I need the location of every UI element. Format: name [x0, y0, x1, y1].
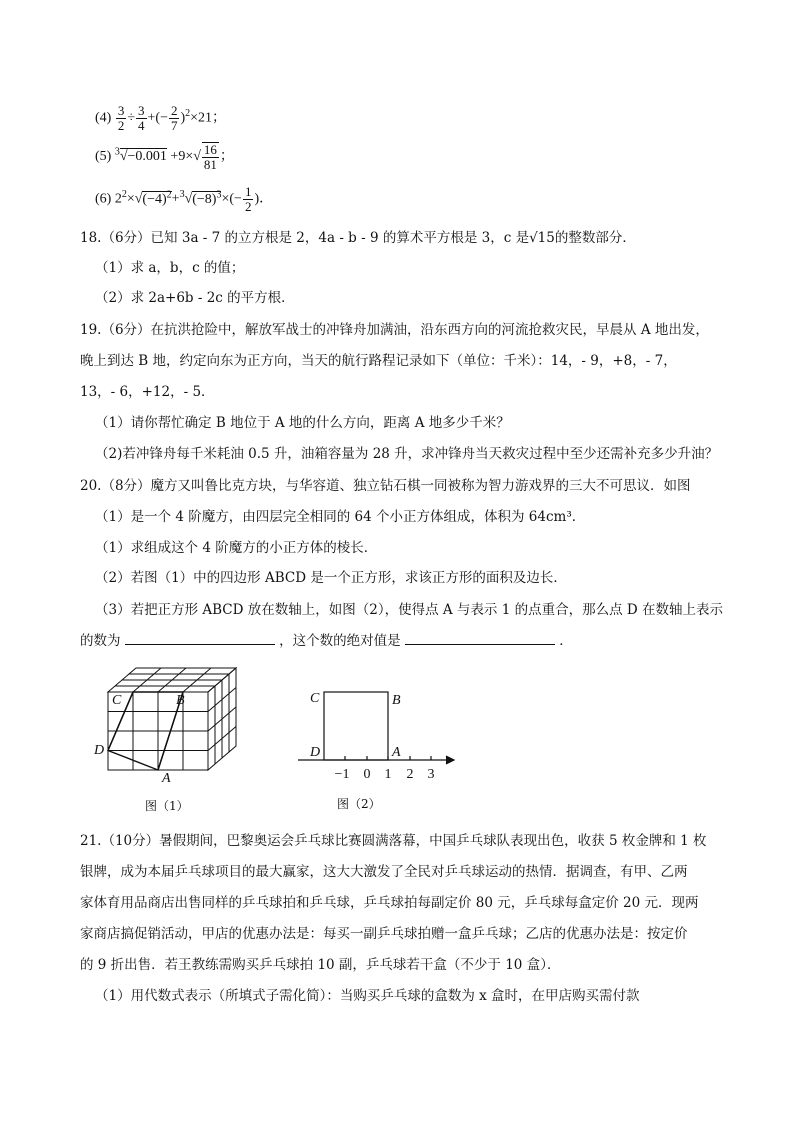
q19-line3: 13，- 6，+12，- 5． — [80, 384, 215, 400]
fig2-label-b: B — [392, 693, 401, 708]
item-4: (4) $\frac{3}{2}$ ÷ $\frac{3}{4}$ +(− $\frac{2}{7}$ )$^2$×21； — [95, 103, 227, 133]
item-5-label: (5) — [95, 149, 112, 165]
axis-tick-label: −1 — [334, 767, 350, 780]
q19-line2: 晚上到达 B 地，约定向东为正方向，当天的航行路程记录如下（单位：千米）：14，- 9，+8，- 7， — [80, 353, 677, 369]
axis-tick-label: 0 — [363, 767, 371, 780]
q20-sub1: （1）求组成这个 4 阶魔方的小正方体的棱长． — [95, 540, 378, 556]
item-6-label: (6) — [95, 191, 112, 207]
q21-line2: 银牌，成为本届乒乓球项目的最大赢家，这大大激发了全民对乒乓球运动的热情．据调查，有甲、乙两 — [80, 864, 688, 880]
fig2-caption: 图（2） — [337, 797, 381, 811]
q20-line1: 20.（8分）魔方又叫鲁比克方块，与华容道、独立钻石棋一同被称为智力游戏界的三大不可思议．如图 — [80, 478, 691, 494]
fig2-label-c: C — [310, 691, 320, 706]
q20-sub3-end: ． — [559, 633, 573, 649]
q18-sub1: （1）求 a，b，c 的值； — [95, 260, 245, 276]
answer-blank-1[interactable] — [125, 644, 275, 645]
q18-sub2: （2）求 2a+6b - 2c 的平方根． — [95, 290, 295, 306]
q21-line3: 家体育用品商店出售同样的乒乓球拍和乒乓球，乒乓球拍每副定价 80 元，乒乓球每盒定价 20 元．现两 — [80, 895, 699, 911]
fig2-label-a: A — [392, 745, 401, 760]
axis-tick-label: 2 — [406, 767, 414, 780]
item-4-label: (4) — [95, 110, 112, 126]
fig2-label-d: D — [310, 745, 321, 760]
fig1-label-b: B — [176, 693, 185, 708]
q21-line5: 的 9 折出售．若王教练需购买乒乓球拍 10 副，乒乓球若干盒（不少于 10 盒）． — [80, 957, 561, 973]
q20-sub3-mid: ，这个数的绝对值是 — [279, 633, 401, 649]
fig1-caption: 图（1） — [145, 799, 189, 813]
axis-tick-label: 1 — [384, 767, 392, 780]
q21-line4: 家商店搞促销活动，甲店的优惠办法是：每买一副乒乓球拍赠一盒乒乓球；乙店的优惠办法是：按定价 — [80, 926, 688, 942]
q20-line2: （1）是一个 4 阶魔方，由四层完全相同的 64 个小正方体组成，体积为 64cm³． — [95, 509, 586, 525]
item-6: (6) $2^2\times√(-4)^2+^3√(-8)^3\times(-$ $\frac{1}{2}$ )． — [95, 184, 274, 214]
figure-2-number-line — [290, 680, 465, 780]
answer-blank-2[interactable] — [405, 644, 555, 645]
q19-line1: 19.（6分）在抗洪抢险中，解放军战士的冲锋舟加满油，沿东西方向的河流抢救灾民，早晨从 A 地出发， — [80, 322, 709, 338]
q21-sub1: （1）用代数式表示（所填式子需化简）：当购买乒乓球的盒数为 x 盒时，在甲店购买需付款 — [95, 988, 640, 1004]
q20-sub2: （2）若图（1）中的四边形 ABCD 是一个正方形，求该正方形的面积及边长． — [95, 570, 567, 586]
q19-sub1: （1）请你帮忙确定 B 地位于 A 地的什么方向，距离 A 地多少千米？ — [95, 415, 510, 431]
q21-line1: 21.（10分）暑假期间，巴黎奥运会乒乓球比赛圆满落幕，中国乒乓球队表现出色，收获 5 枚金牌和 1 枚 — [80, 833, 707, 849]
fig1-label-d: D — [94, 743, 105, 758]
q19-sub2: （2)若冲锋舟每千米耗油 0.5 升，油箱容量为 28 升，求冲锋舟当天救灾过程中至少还需补充多少升油？ — [95, 446, 719, 462]
q20-sub3-answer-line — [80, 631, 573, 651]
fig1-label-a: A — [162, 771, 171, 786]
fig1-label-c: C — [112, 693, 122, 708]
q18-stem: 18.（6分）已知 3a - 7 的立方根是 2，4a - b - 9 的算术平方根是 3，c 是√15的整数部分． — [80, 230, 636, 246]
q20-sub3-pre: 的数为 — [80, 633, 121, 649]
q20-sub3: （3）若把正方形 ABCD 放在数轴上，如图（2），使得点 A 与表示 1 的点重合，那么点 D 在数轴上表示 — [95, 602, 723, 618]
figure-1-cube — [90, 662, 260, 792]
item-5: (5) $^3$√−0.001 +9×√ $\frac{16}{81}$ ； — [95, 142, 234, 172]
axis-tick-label: 3 — [427, 767, 435, 780]
